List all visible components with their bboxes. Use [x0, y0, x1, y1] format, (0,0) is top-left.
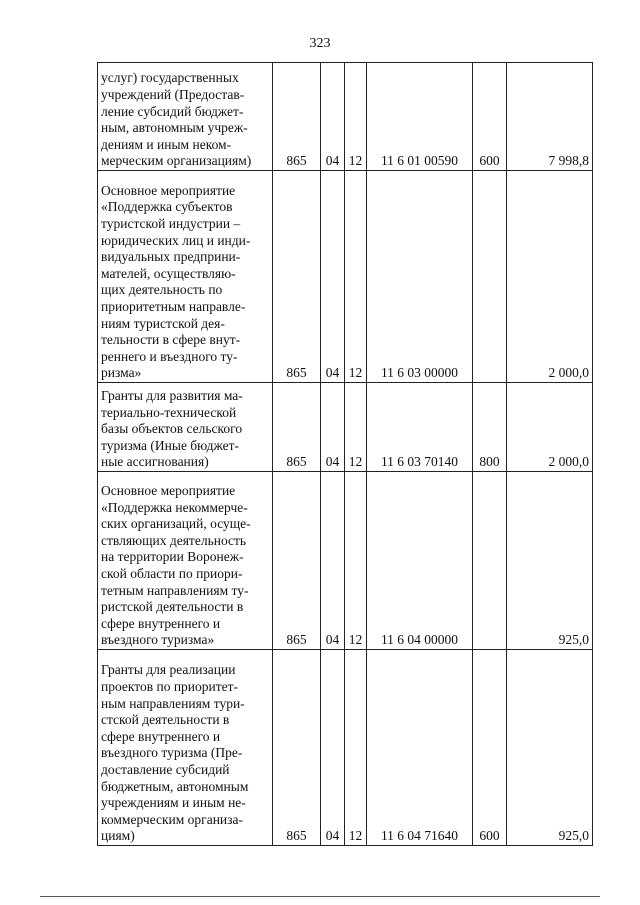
row-name: Гранты для развития ма- териально-технической базы объектов сельского туризма (Иные бюджет- ные ассигнования) [98, 383, 273, 472]
row-pr: 12 [345, 650, 367, 846]
row-rz: 04 [321, 472, 345, 650]
table-row [98, 650, 593, 846]
row-amount: 925,0 [507, 472, 593, 650]
row-rz: 04 [321, 383, 345, 472]
row-grbs: 865 [273, 650, 321, 846]
row-grbs: 865 [273, 472, 321, 650]
row-grbs: 865 [273, 383, 321, 472]
row-amount: 2 000,0 [507, 383, 593, 472]
row-csr: 11 6 04 00000 [367, 472, 473, 650]
row-pr: 12 [345, 383, 367, 472]
row-vr [473, 472, 507, 650]
budget-table [97, 62, 593, 846]
row-rz: 04 [321, 650, 345, 846]
table-row [98, 383, 593, 472]
row-csr: 11 6 01 00590 [367, 63, 473, 171]
row-grbs: 865 [273, 63, 321, 171]
row-grbs: 865 [273, 171, 321, 383]
row-vr [473, 171, 507, 383]
table-row [98, 63, 593, 171]
row-name: Основное мероприятие «Поддержка некоммерче- ских организаций, осуще- ствляющих деятельность на территории Воронеж- ской области по приори- тетным направлениям ту- ристской деятельности в сфере внутреннего и въездного туризма» [98, 472, 273, 650]
row-name: Основное мероприятие «Поддержка субъектов туристской индустрии – юридических лиц и инди- видуальных предприни- мателей, осуществляю- щих деятельность по приоритетным направле- ниям туристской дея- тельности в сфере внут- реннего и въездного ту- ризма» [98, 171, 273, 383]
row-name: Гранты для реализации проектов по приоритет- ным направлениям тури- стской деятельности в сфере внутреннего и въездного туризма (Пре- доставление субсидий бюджетным, автономным учреждениям и иным не- коммерческим организа- циям) [98, 650, 273, 846]
row-pr: 12 [345, 171, 367, 383]
page-number: 323 [309, 36, 331, 51]
row-csr: 11 6 03 00000 [367, 171, 473, 383]
row-rz: 04 [321, 63, 345, 171]
row-vr: 800 [473, 383, 507, 472]
row-amount: 925,0 [507, 650, 593, 846]
row-pr: 12 [345, 63, 367, 171]
page-bottom-rule [40, 896, 600, 897]
row-amount: 7 998,8 [507, 63, 593, 171]
row-name: услуг) государственных учреждений (Предостав- ление субсидий бюджет- ным, автономным учреж- дениям и иным неком- мерческим организациям) [98, 63, 273, 171]
row-csr: 11 6 03 70140 [367, 383, 473, 472]
row-amount: 2 000,0 [507, 171, 593, 383]
row-vr: 600 [473, 63, 507, 171]
row-rz: 04 [321, 171, 345, 383]
table-row [98, 171, 593, 383]
row-csr: 11 6 04 71640 [367, 650, 473, 846]
table-row [98, 472, 593, 650]
row-pr: 12 [345, 472, 367, 650]
row-vr: 600 [473, 650, 507, 846]
